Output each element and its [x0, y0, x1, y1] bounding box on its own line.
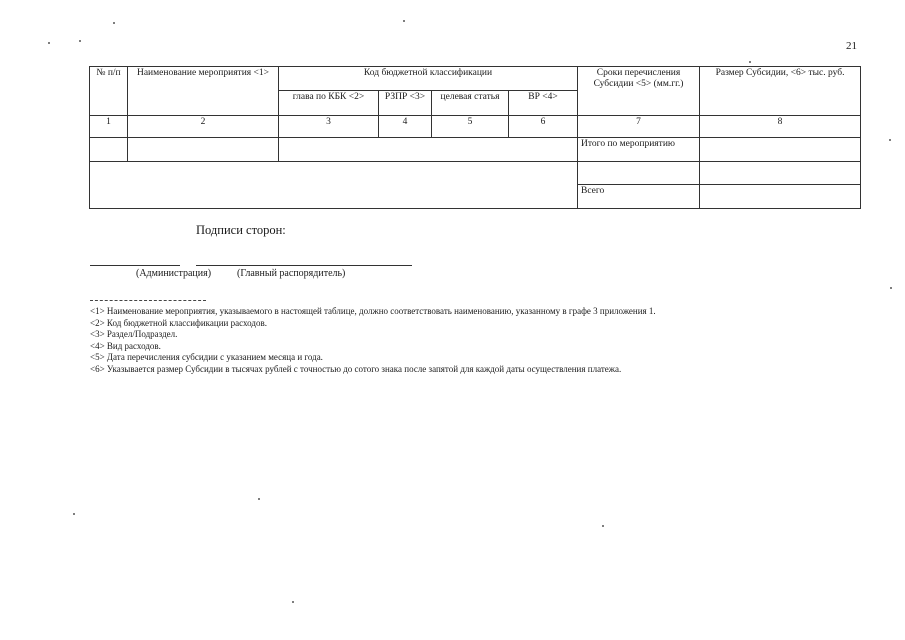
column-number: 2 — [128, 116, 279, 138]
empty-cell — [279, 138, 578, 162]
chief-manager-caption: (Главный распорядитель) — [237, 268, 346, 279]
total-event-label: Итого по мероприятию — [578, 138, 700, 162]
scan-speck — [749, 61, 751, 63]
scan-speck — [890, 287, 892, 289]
header-budget-code: Код бюджетной классификации — [279, 67, 578, 91]
signature-line-chief-manager — [196, 265, 412, 266]
empty-cell — [700, 138, 861, 162]
empty-cell — [90, 138, 128, 162]
header-vr: ВР <4> — [509, 91, 578, 116]
footnote-6: <6> Указывается размер Субсидии в тысячах рублей с точностью до сотого знака после запятой для каждой даты осуществления платежа. — [90, 363, 622, 374]
scan-speck — [48, 42, 50, 44]
subsidy-schedule-table — [89, 66, 861, 209]
header-subsidy-amount: Размер Субсидии, <6> тыс. руб. — [700, 67, 861, 116]
empty-cell — [700, 185, 861, 209]
column-number: 6 — [509, 116, 578, 138]
header-kbk-chapter: глава по КБК <2> — [279, 91, 379, 116]
footnote-4: <4> Вид расходов. — [90, 340, 161, 351]
page-number: 21 — [846, 40, 857, 52]
header-transfer-dates: Сроки перечисления Субсидии <5> (мм.гг.) — [578, 67, 700, 116]
empty-cell — [128, 138, 279, 162]
column-number: 4 — [379, 116, 432, 138]
footnote-5: <5> Дата перечисления субсидии с указанием месяца и года. — [90, 352, 323, 363]
scan-speck — [113, 22, 115, 24]
signatures-title: Подписи сторон: — [196, 223, 286, 237]
scan-speck — [403, 20, 405, 22]
footnote-2: <2> Код бюджетной классификации расходов. — [90, 317, 267, 328]
column-number: 3 — [279, 116, 379, 138]
empty-cell — [90, 162, 578, 209]
footnote-1: <1> Наименование мероприятия, указываемого в настоящей таблице, должно соответствовать наименованию, указанному в графе 3 приложения 1. — [90, 306, 656, 316]
scan-speck — [73, 513, 75, 515]
footnote-3: <3> Раздел/Подраздел. — [90, 329, 178, 340]
column-number: 1 — [90, 116, 128, 138]
scan-speck — [602, 525, 604, 527]
empty-cell — [700, 162, 861, 185]
column-number: 7 — [578, 116, 700, 138]
header-num: № п/п — [90, 67, 128, 116]
column-number: 8 — [700, 116, 861, 138]
scan-speck — [79, 40, 81, 42]
scan-speck — [889, 139, 891, 141]
administration-caption: (Администрация) — [136, 268, 212, 279]
grand-total-label: Всего — [578, 185, 700, 209]
header-target-item: целевая статья — [432, 91, 509, 116]
footnote-separator — [90, 300, 206, 301]
scan-speck — [258, 498, 260, 500]
scan-speck — [292, 601, 294, 603]
empty-cell — [578, 162, 700, 185]
column-number: 5 — [432, 116, 509, 138]
signature-line-administration — [90, 265, 180, 266]
header-rzpr: РЗПР <3> — [379, 91, 432, 116]
header-event-name: Наименование мероприятия <1> — [128, 67, 279, 116]
footnotes — [90, 306, 870, 376]
